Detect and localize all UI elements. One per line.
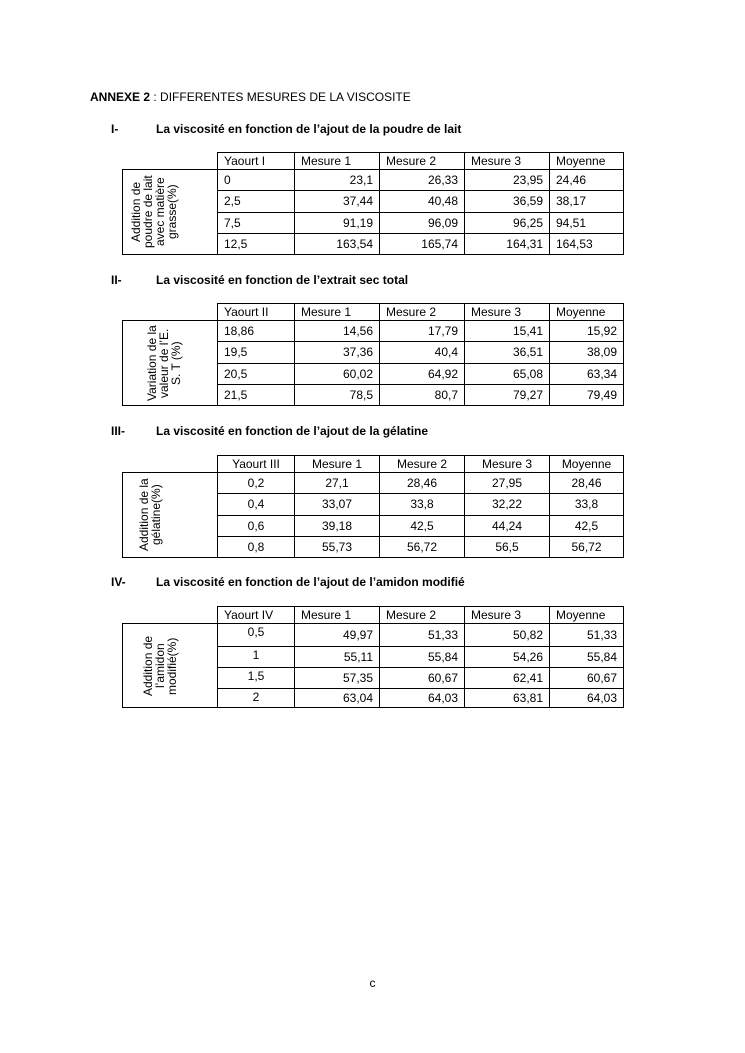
col-header-moyenne: Moyenne — [550, 153, 624, 170]
cell-yaourt: 0,2 — [218, 473, 295, 494]
cell-yaourt: 0 — [218, 170, 295, 191]
cell-moyenne: 94,51 — [550, 212, 624, 233]
section-3-heading — [111, 424, 428, 438]
section-3-title: La viscosité en fonction de l’ajout de la gélatine — [156, 424, 429, 438]
annex-title — [90, 90, 411, 104]
cell-yaourt: 19,5 — [218, 342, 295, 363]
cell-mesure-1: 55,73 — [295, 536, 380, 557]
cell-mesure-1: 39,18 — [295, 515, 380, 536]
table-header-row — [123, 304, 624, 321]
col-header-mesure-3: Mesure 3 — [465, 304, 550, 321]
col-header-yaourt: Yaourt IV — [218, 607, 295, 624]
cell-moyenne: 55,84 — [550, 647, 624, 668]
cell-mesure-3: 36,51 — [465, 342, 550, 363]
cell-yaourt: 18,86 — [218, 321, 295, 342]
section-4-title: La viscosité en fonction de l’ajout de l’amidon modifié — [156, 575, 465, 589]
annex-subtitle: : DIFFERENTES MESURES DE LA VISCOSITE — [150, 90, 411, 104]
cell-mesure-3: 23,95 — [465, 170, 550, 191]
cell-mesure-2: 60,67 — [380, 668, 465, 689]
cell-mesure-1: 37,36 — [295, 342, 380, 363]
col-header-mesure-3: Mesure 3 — [465, 153, 550, 170]
cell-yaourt: 7,5 — [218, 212, 295, 233]
cell-yaourt: 1 — [218, 647, 295, 668]
cell-mesure-1: 27,1 — [295, 473, 380, 494]
cell-yaourt: 0,8 — [218, 536, 295, 557]
col-header-mesure-2: Mesure 2 — [380, 456, 465, 473]
cell-yaourt: 2 — [218, 689, 295, 708]
cell-yaourt: 0,5 — [218, 624, 295, 647]
cell-moyenne: 33,8 — [550, 494, 624, 515]
viscosity-table-dry-extract — [122, 303, 624, 406]
cell-yaourt: 1,5 — [218, 668, 295, 689]
cell-mesure-3: 27,95 — [465, 473, 550, 494]
cell-mesure-1: 37,44 — [295, 191, 380, 212]
table-header-row — [123, 607, 624, 624]
cell-moyenne: 51,33 — [550, 624, 624, 647]
section-1-title: La viscosité en fonction de l’ajout de la poudre de lait — [156, 122, 462, 136]
cell-mesure-1: 23,1 — [295, 170, 380, 191]
col-header-yaourt: Yaourt III — [218, 456, 295, 473]
cell-mesure-1: 49,97 — [295, 624, 380, 647]
section-1-heading — [111, 122, 461, 136]
cell-yaourt: 0,4 — [218, 494, 295, 515]
table-row — [123, 473, 624, 494]
cell-mesure-1: 63,04 — [295, 689, 380, 708]
cell-mesure-1: 33,07 — [295, 494, 380, 515]
cell-moyenne: 38,09 — [550, 342, 624, 363]
table-header-row — [123, 153, 624, 170]
cell-mesure-2: 40,4 — [380, 342, 465, 363]
cell-mesure-2: 51,33 — [380, 624, 465, 647]
cell-moyenne: 60,67 — [550, 668, 624, 689]
section-2-number: II- — [111, 273, 122, 287]
cell-moyenne: 24,46 — [550, 170, 624, 191]
cell-mesure-3: 32,22 — [465, 494, 550, 515]
section-2-title: La viscosité en fonction de l’extrait sec total — [156, 273, 409, 287]
cell-mesure-2: 80,7 — [380, 384, 465, 405]
col-header-mesure-1: Mesure 1 — [295, 153, 380, 170]
cell-mesure-1: 60,02 — [295, 363, 380, 384]
header-spacer — [123, 304, 218, 321]
cell-yaourt: 0,6 — [218, 515, 295, 536]
cell-yaourt: 20,5 — [218, 363, 295, 384]
row-group-label: Addition de l’amidon modifié(%) — [123, 624, 218, 708]
header-spacer — [123, 607, 218, 624]
cell-mesure-2: 26,33 — [380, 170, 465, 191]
col-header-mesure-1: Mesure 1 — [295, 304, 380, 321]
cell-mesure-1: 91,19 — [295, 212, 380, 233]
cell-mesure-2: 42,5 — [380, 515, 465, 536]
cell-moyenne: 42,5 — [550, 515, 624, 536]
table-row — [123, 170, 624, 191]
cell-mesure-3: 54,26 — [465, 647, 550, 668]
cell-mesure-3: 96,25 — [465, 212, 550, 233]
col-header-mesure-2: Mesure 2 — [380, 304, 465, 321]
cell-moyenne: 79,49 — [550, 384, 624, 405]
viscosity-table-powdered-milk — [122, 152, 624, 255]
col-header-yaourt: Yaourt I — [218, 153, 295, 170]
page-footer: c — [369, 976, 376, 990]
cell-mesure-2: 17,79 — [380, 321, 465, 342]
viscosity-table-modified-starch — [122, 606, 624, 708]
viscosity-table-gelatin — [122, 455, 624, 558]
cell-mesure-3: 79,27 — [465, 384, 550, 405]
cell-mesure-3: 36,59 — [465, 191, 550, 212]
row-group-label: Addition de la gélatine(%) — [123, 473, 218, 558]
cell-mesure-1: 78,5 — [295, 384, 380, 405]
col-header-mesure-2: Mesure 2 — [380, 153, 465, 170]
section-1-number: I- — [111, 122, 119, 136]
cell-mesure-2: 40,48 — [380, 191, 465, 212]
cell-moyenne: 56,72 — [550, 536, 624, 557]
cell-mesure-3: 65,08 — [465, 363, 550, 384]
cell-mesure-3: 62,41 — [465, 668, 550, 689]
cell-mesure-3: 56,5 — [465, 536, 550, 557]
col-header-moyenne: Moyenne — [550, 607, 624, 624]
cell-mesure-2: 56,72 — [380, 536, 465, 557]
cell-mesure-1: 163,54 — [295, 233, 380, 254]
cell-mesure-2: 64,92 — [380, 363, 465, 384]
cell-moyenne: 64,03 — [550, 689, 624, 708]
table-row — [123, 321, 624, 342]
cell-mesure-3: 50,82 — [465, 624, 550, 647]
cell-mesure-3: 15,41 — [465, 321, 550, 342]
cell-yaourt: 21,5 — [218, 384, 295, 405]
cell-yaourt: 2,5 — [218, 191, 295, 212]
row-group-label: Variation de la valeur de l’E. S. T (%) — [123, 321, 218, 406]
annex-label: ANNEXE 2 — [90, 90, 151, 104]
col-header-mesure-3: Mesure 3 — [465, 456, 550, 473]
cell-mesure-2: 33,8 — [380, 494, 465, 515]
section-3-number: III- — [111, 424, 125, 438]
header-spacer — [123, 153, 218, 170]
cell-moyenne: 28,46 — [550, 473, 624, 494]
cell-mesure-2: 96,09 — [380, 212, 465, 233]
row-group-label: Addition de poudre de lait avec matière grasse(%) — [123, 170, 218, 255]
section-4-number: IV- — [111, 575, 126, 589]
col-header-moyenne: Moyenne — [550, 456, 624, 473]
cell-mesure-3: 164,31 — [465, 233, 550, 254]
header-spacer — [123, 456, 218, 473]
table-row — [123, 624, 624, 647]
col-header-moyenne: Moyenne — [550, 304, 624, 321]
cell-mesure-2: 28,46 — [380, 473, 465, 494]
cell-mesure-1: 57,35 — [295, 668, 380, 689]
cell-mesure-2: 55,84 — [380, 647, 465, 668]
cell-yaourt: 12,5 — [218, 233, 295, 254]
col-header-mesure-2: Mesure 2 — [380, 607, 465, 624]
cell-mesure-1: 14,56 — [295, 321, 380, 342]
section-2-heading — [111, 273, 408, 287]
section-4-heading — [111, 575, 465, 589]
cell-mesure-3: 63,81 — [465, 689, 550, 708]
cell-mesure-2: 64,03 — [380, 689, 465, 708]
col-header-mesure-1: Mesure 1 — [295, 607, 380, 624]
cell-mesure-2: 165,74 — [380, 233, 465, 254]
cell-moyenne: 164,53 — [550, 233, 624, 254]
col-header-yaourt: Yaourt II — [218, 304, 295, 321]
cell-mesure-3: 44,24 — [465, 515, 550, 536]
cell-moyenne: 63,34 — [550, 363, 624, 384]
table-header-row — [123, 456, 624, 473]
col-header-mesure-3: Mesure 3 — [465, 607, 550, 624]
cell-mesure-1: 55,11 — [295, 647, 380, 668]
cell-moyenne: 38,17 — [550, 191, 624, 212]
cell-moyenne: 15,92 — [550, 321, 624, 342]
col-header-mesure-1: Mesure 1 — [295, 456, 380, 473]
